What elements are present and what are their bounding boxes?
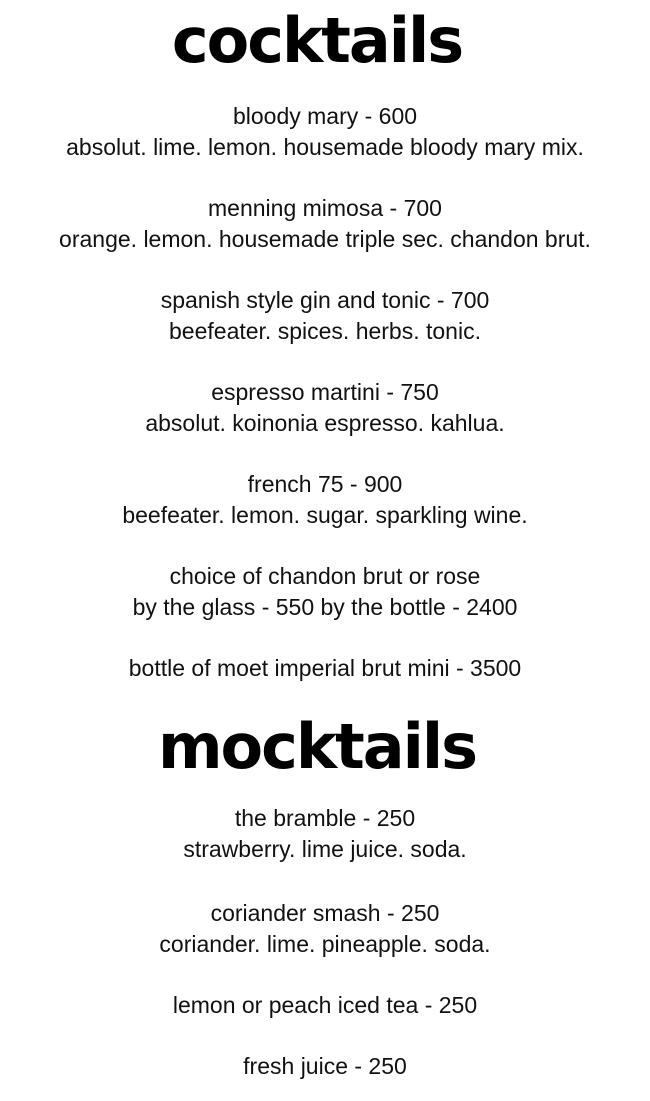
- menu-item-description: orange. lemon. housemade triple sec. chandon brut.: [59, 226, 591, 252]
- menu-item-description: strawberry. lime juice. soda.: [183, 836, 467, 862]
- mocktails-heading: mocktails: [157, 710, 477, 783]
- menu-item-title: bloody mary - 600: [232, 103, 418, 129]
- menu-item-description: by the glass - 550 by the bottle - 2400: [132, 594, 518, 620]
- menu-item-title: french 75 - 900: [247, 471, 403, 497]
- menu-item-title: menning mimosa - 700: [208, 195, 442, 221]
- menu-item-description: beefeater. lemon. sugar. sparkling wine.: [122, 502, 528, 528]
- menu-item-title: the bramble - 250: [234, 805, 416, 831]
- menu-item-title: espresso martini - 750: [211, 379, 439, 405]
- menu-item-title: lemon or peach iced tea - 250: [172, 992, 478, 1018]
- menu-item-description: absolut. koinonia espresso. kahlua.: [145, 410, 505, 436]
- menu-item-title: choice of chandon brut or rose: [169, 563, 481, 589]
- cocktails-heading: cocktails: [171, 4, 463, 77]
- menu-item-title: fresh juice - 250: [243, 1053, 407, 1079]
- menu-item-description: beefeater. spices. herbs. tonic.: [169, 318, 481, 344]
- menu-item-title: spanish style gin and tonic - 700: [160, 287, 490, 313]
- menu-item-description: coriander. lime. pineapple. soda.: [159, 931, 491, 957]
- menu-item-description: absolut. lime. lemon. housemade bloody mary mix.: [66, 134, 584, 160]
- menu-item-title: bottle of moet imperial brut mini - 3500: [128, 655, 522, 681]
- menu-item-title: coriander smash - 250: [210, 900, 440, 926]
